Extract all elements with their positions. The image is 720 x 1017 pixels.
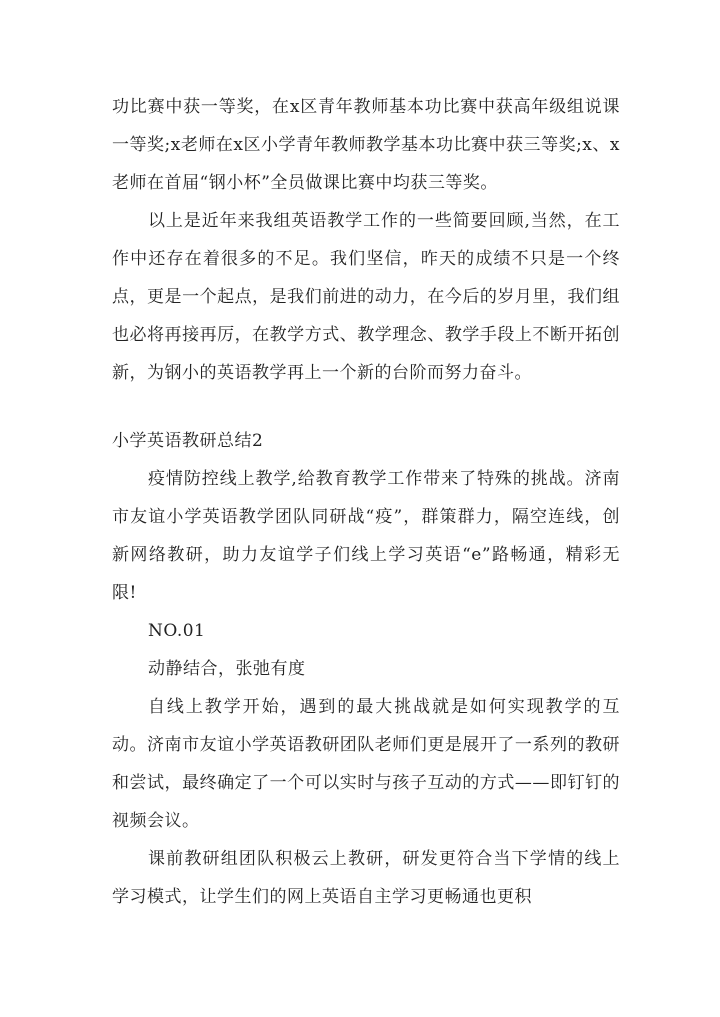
paragraph-intro: 疫情防控线上教学,给教育教学工作带来了特殊的挑战。济南市友谊小学英语教学团队同研战“疫”，群策群力，隔空连线，创新网络教研，助力友谊学子们线上学习英语“e”路畅通，精彩无限! xyxy=(112,469,620,603)
paragraph-summary: 以上是近年来我组英语教学工作的一些简要回顾,当然，在工作中还存在着很多的不足。我们坚信，昨天的成绩不只是一个终点，更是一个起点，是我们前进的动力，在今后的岁月里，我们组也必将再接再厉，在教学方式、教学理念、教学手段上不断开拓创新，为钢小的英语教学再上一个新的台阶而努力奋斗。 xyxy=(112,211,620,383)
subsection-title: 动静结合，张弛有度 xyxy=(148,659,306,679)
paragraph-pre-class: 课前教研组团队积极云上教研，研发更符合当下学情的线上学习模式，让学生们的网上英语自主学习更畅通也更积 xyxy=(112,849,620,907)
document-body xyxy=(112,88,620,916)
paragraph-interaction: 自线上教学开始，遇到的最大挑战就是如何实现教学的互动。济南市友谊小学英语教研团队老师们更是展开了一系列的教研和尝试，最终确定了一个可以实时与孩子互动的方式——即钉钉的视频会议。 xyxy=(112,697,620,831)
section-heading: 小学英语教研总结2 xyxy=(112,431,264,451)
subsection-number: NO.01 xyxy=(148,621,206,641)
paragraph-award-results: 功比赛中获一等奖，在x区青年教师基本功比赛中获高年级组说课一等奖;x老师在x区小学青年教师教学基本功比赛中获三等奖;x、x老师在首届“钢小杯”全员做课比赛中均获三等奖。 xyxy=(112,97,620,193)
